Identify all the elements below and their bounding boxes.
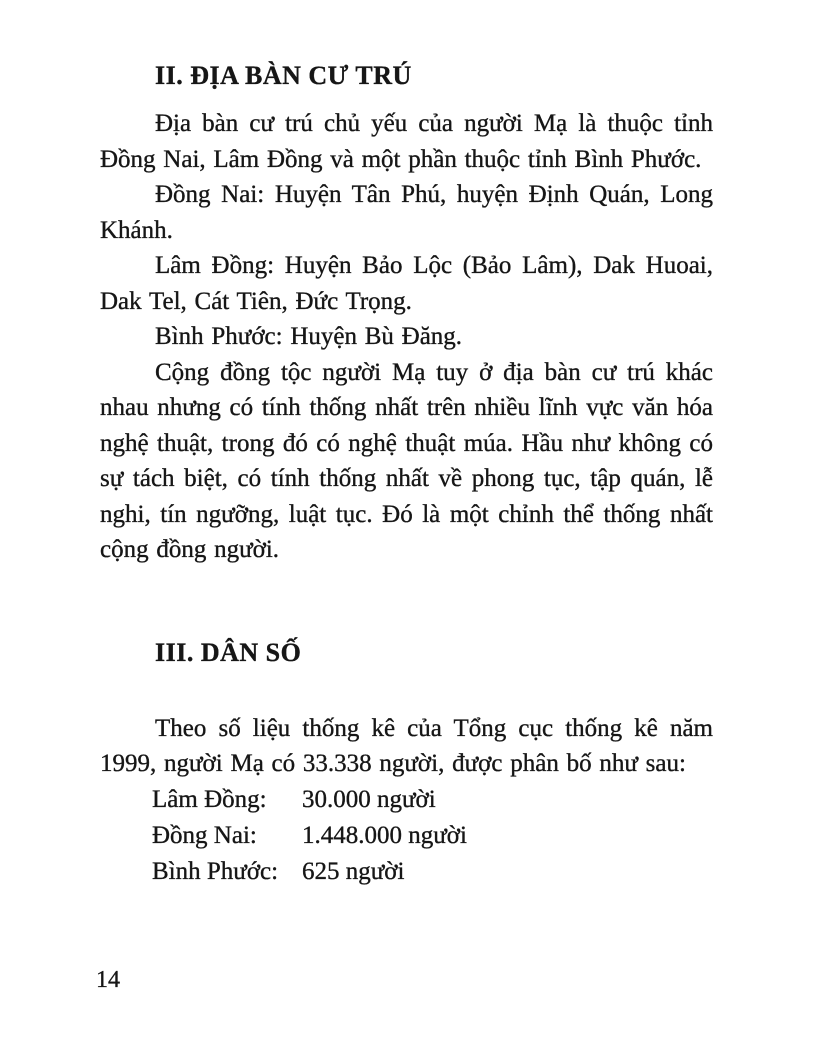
population-label: Bình Phước: [152,857,279,885]
paragraph-population-statistics: Theo số liệu thống kê của Tổng cục thống kê năm 1999, người Mạ có 33.338 người, được phân bố như sau: [100,714,713,777]
section-heading-population: III. DÂN SỐ [155,637,302,667]
population-row-binh-phuoc [152,854,713,890]
population-list [100,782,713,890]
paragraph-binh-phuoc-districts: Bình Phước: Huyện Bù Đăng. [155,323,463,350]
population-row-lam-dong [152,782,713,818]
paragraph-community-unity: Cộng đồng tộc người Mạ tuy ở địa bàn cư trú khác nhau nhưng có tính thống nhất trên nhiều lĩnh vực văn hóa nghệ thuật, trong đó có nghệ thuật múa. Hầu như không có sự tách biệt, có tính thống nhất về phong tục, tập quán, lễ nghi, tín ngưỡng, luật tục. Đó là một chỉnh thể thống nhất cộng đồng người. [100,358,713,563]
section-heading-residence-area: II. ĐỊA BÀN CƯ TRÚ [155,61,412,90]
page-number: 14 [96,967,120,993]
population-label: Đồng Nai: [152,821,257,849]
population-row-dong-nai [152,818,713,854]
population-value: 625 người [302,857,405,885]
population-value: 1.448.000 người [302,821,467,849]
paragraph-residence-intro: Địa bàn cư trú chủ yếu của người Mạ là thuộc tỉnh Đồng Nai, Lâm Đồng và một phần thuộc tỉnh Bình Phước. [100,110,713,173]
paragraph-lam-dong-districts: Lâm Đồng: Huyện Bảo Lộc (Bảo Lâm), Dak Huoai, Dak Tel, Cát Tiên, Đức Trọng. [100,252,713,315]
paragraph-dong-nai-districts: Đồng Nai: Huyện Tân Phú, huyện Định Quán, Long Khánh. [100,181,713,244]
population-label: Lâm Đồng: [152,785,267,813]
population-value: 30.000 người [302,785,436,813]
